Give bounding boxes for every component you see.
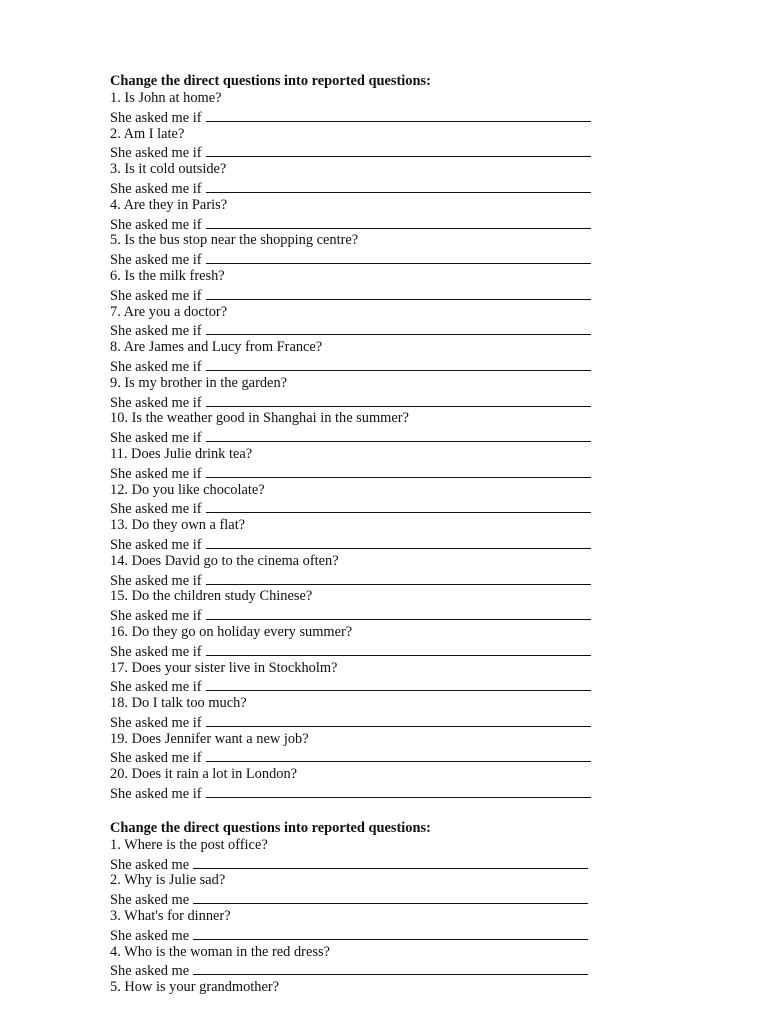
section-title: Change the direct questions into reported questions: xyxy=(110,819,431,836)
question-9: 9. Is my brother in the garden? xyxy=(110,374,288,391)
answer-line-12 xyxy=(110,499,610,517)
answer-line-1 xyxy=(110,855,610,873)
answer-prompt: She asked me xyxy=(110,963,190,980)
answer-blank[interactable] xyxy=(206,535,591,549)
question-11: 11. Does Julie drink tea? xyxy=(110,445,253,462)
question-8: 8. Are James and Lucy from France? xyxy=(110,339,323,356)
answer-blank[interactable] xyxy=(206,748,591,762)
section-title: Change the direct questions into reported questions: xyxy=(110,73,431,89)
answer-line-7 xyxy=(110,321,610,339)
answer-prompt: She asked me if xyxy=(110,786,202,803)
question-1: 1. Where is the post office? xyxy=(110,836,268,853)
answer-blank[interactable] xyxy=(206,642,591,656)
answer-blank[interactable] xyxy=(206,499,591,513)
section-spacer xyxy=(110,802,610,819)
question-3: 3. What's for dinner? xyxy=(110,908,231,925)
question-15: 15. Do the children study Chinese? xyxy=(110,588,313,605)
answer-line-4 xyxy=(110,961,610,979)
answer-prompt: She asked me if xyxy=(110,145,202,162)
answer-line-5 xyxy=(110,250,610,268)
answer-prompt: She asked me if xyxy=(110,109,202,126)
question-7: 7. Are you a doctor? xyxy=(110,303,228,320)
question-2: 2. Why is Julie sad? xyxy=(110,872,226,889)
answer-line-4 xyxy=(110,215,610,233)
question-1: 1. Is John at home? xyxy=(110,90,222,106)
answer-prompt: She asked me if xyxy=(110,465,202,482)
answer-prompt: She asked me xyxy=(110,892,190,909)
answer-prompt: She asked me if xyxy=(110,643,202,660)
answer-blank[interactable] xyxy=(193,961,588,975)
answer-line-9 xyxy=(110,393,610,411)
answer-prompt: She asked me if xyxy=(110,714,202,731)
question-6: 6. Is the milk fresh? xyxy=(110,267,225,284)
answer-line-20 xyxy=(110,784,610,802)
answer-blank[interactable] xyxy=(206,321,591,335)
answer-line-13 xyxy=(110,535,610,553)
answer-line-16 xyxy=(110,642,610,660)
answer-prompt: She asked me if xyxy=(110,572,202,589)
question-16: 16. Do they go on holiday every summer? xyxy=(110,623,353,640)
answer-line-11 xyxy=(110,464,610,482)
answer-blank[interactable] xyxy=(206,393,591,407)
question-20: 20. Does it rain a lot in London? xyxy=(110,766,298,783)
answer-prompt: She asked me if xyxy=(110,501,202,518)
answer-prompt: She asked me if xyxy=(110,287,202,304)
answer-blank[interactable] xyxy=(206,428,591,442)
answer-line-6 xyxy=(110,286,610,304)
answer-line-1 xyxy=(110,108,610,126)
question-5: 5. Is the bus stop near the shopping centre? xyxy=(110,232,359,249)
answer-prompt: She asked me if xyxy=(110,323,202,340)
answer-line-10 xyxy=(110,428,610,446)
answer-prompt: She asked me if xyxy=(110,750,202,767)
answer-blank[interactable] xyxy=(206,606,591,620)
answer-blank[interactable] xyxy=(206,464,591,478)
answer-prompt: She asked me xyxy=(110,927,190,944)
question-5: 5. How is your grandmother? xyxy=(110,979,280,996)
answer-blank[interactable] xyxy=(206,215,591,229)
answer-line-3 xyxy=(110,926,610,944)
answer-prompt: She asked me xyxy=(110,856,190,873)
question-13: 13. Do they own a flat? xyxy=(110,517,246,534)
question-3: 3. Is it cold outside? xyxy=(110,161,227,178)
question-2: 2. Am I late? xyxy=(110,125,185,142)
answer-blank[interactable] xyxy=(206,143,591,157)
answer-line-15 xyxy=(110,606,610,624)
answer-blank[interactable] xyxy=(206,179,591,193)
answer-line-2 xyxy=(110,143,610,161)
question-17: 17. Does your sister live in Stockholm? xyxy=(110,659,338,676)
answer-blank[interactable] xyxy=(206,713,591,727)
answer-line-3 xyxy=(110,179,610,197)
answer-blank[interactable] xyxy=(206,108,591,122)
answer-blank[interactable] xyxy=(193,855,588,869)
answer-blank[interactable] xyxy=(206,571,591,585)
answer-prompt: She asked me if xyxy=(110,180,202,197)
question-19: 19. Does Jennifer want a new job? xyxy=(110,730,309,747)
answer-blank[interactable] xyxy=(206,784,591,798)
answer-blank[interactable] xyxy=(206,357,591,371)
answer-line-19 xyxy=(110,748,610,766)
answer-line-2 xyxy=(110,890,610,908)
answer-line-8 xyxy=(110,357,610,375)
answer-blank[interactable] xyxy=(206,250,591,264)
question-4: 4. Who is the woman in the red dress? xyxy=(110,943,330,960)
answer-prompt: She asked me if xyxy=(110,430,202,447)
section-wh-questions xyxy=(110,819,610,997)
answer-prompt: She asked me if xyxy=(110,679,202,696)
answer-blank[interactable] xyxy=(193,890,588,904)
answer-line-18 xyxy=(110,713,610,731)
question-14: 14. Does David go to the cinema often? xyxy=(110,552,339,569)
answer-line-17 xyxy=(110,677,610,695)
answer-blank[interactable] xyxy=(206,677,591,691)
answer-prompt: She asked me if xyxy=(110,536,202,553)
answer-prompt: She asked me if xyxy=(110,358,202,375)
worksheet xyxy=(110,72,610,997)
question-4: 4. Are they in Paris? xyxy=(110,196,228,213)
section-yes-no-questions xyxy=(110,72,610,802)
answer-line-14 xyxy=(110,571,610,589)
answer-prompt: She asked me if xyxy=(110,608,202,625)
answer-prompt: She asked me if xyxy=(110,252,202,269)
answer-blank[interactable] xyxy=(206,286,591,300)
answer-prompt: She asked me if xyxy=(110,394,202,411)
question-18: 18. Do I talk too much? xyxy=(110,695,247,712)
answer-prompt: She asked me if xyxy=(110,216,202,233)
answer-blank[interactable] xyxy=(193,926,588,940)
question-10: 10. Is the weather good in Shanghai in the summer? xyxy=(110,410,409,427)
question-12: 12. Do you like chocolate? xyxy=(110,481,265,498)
